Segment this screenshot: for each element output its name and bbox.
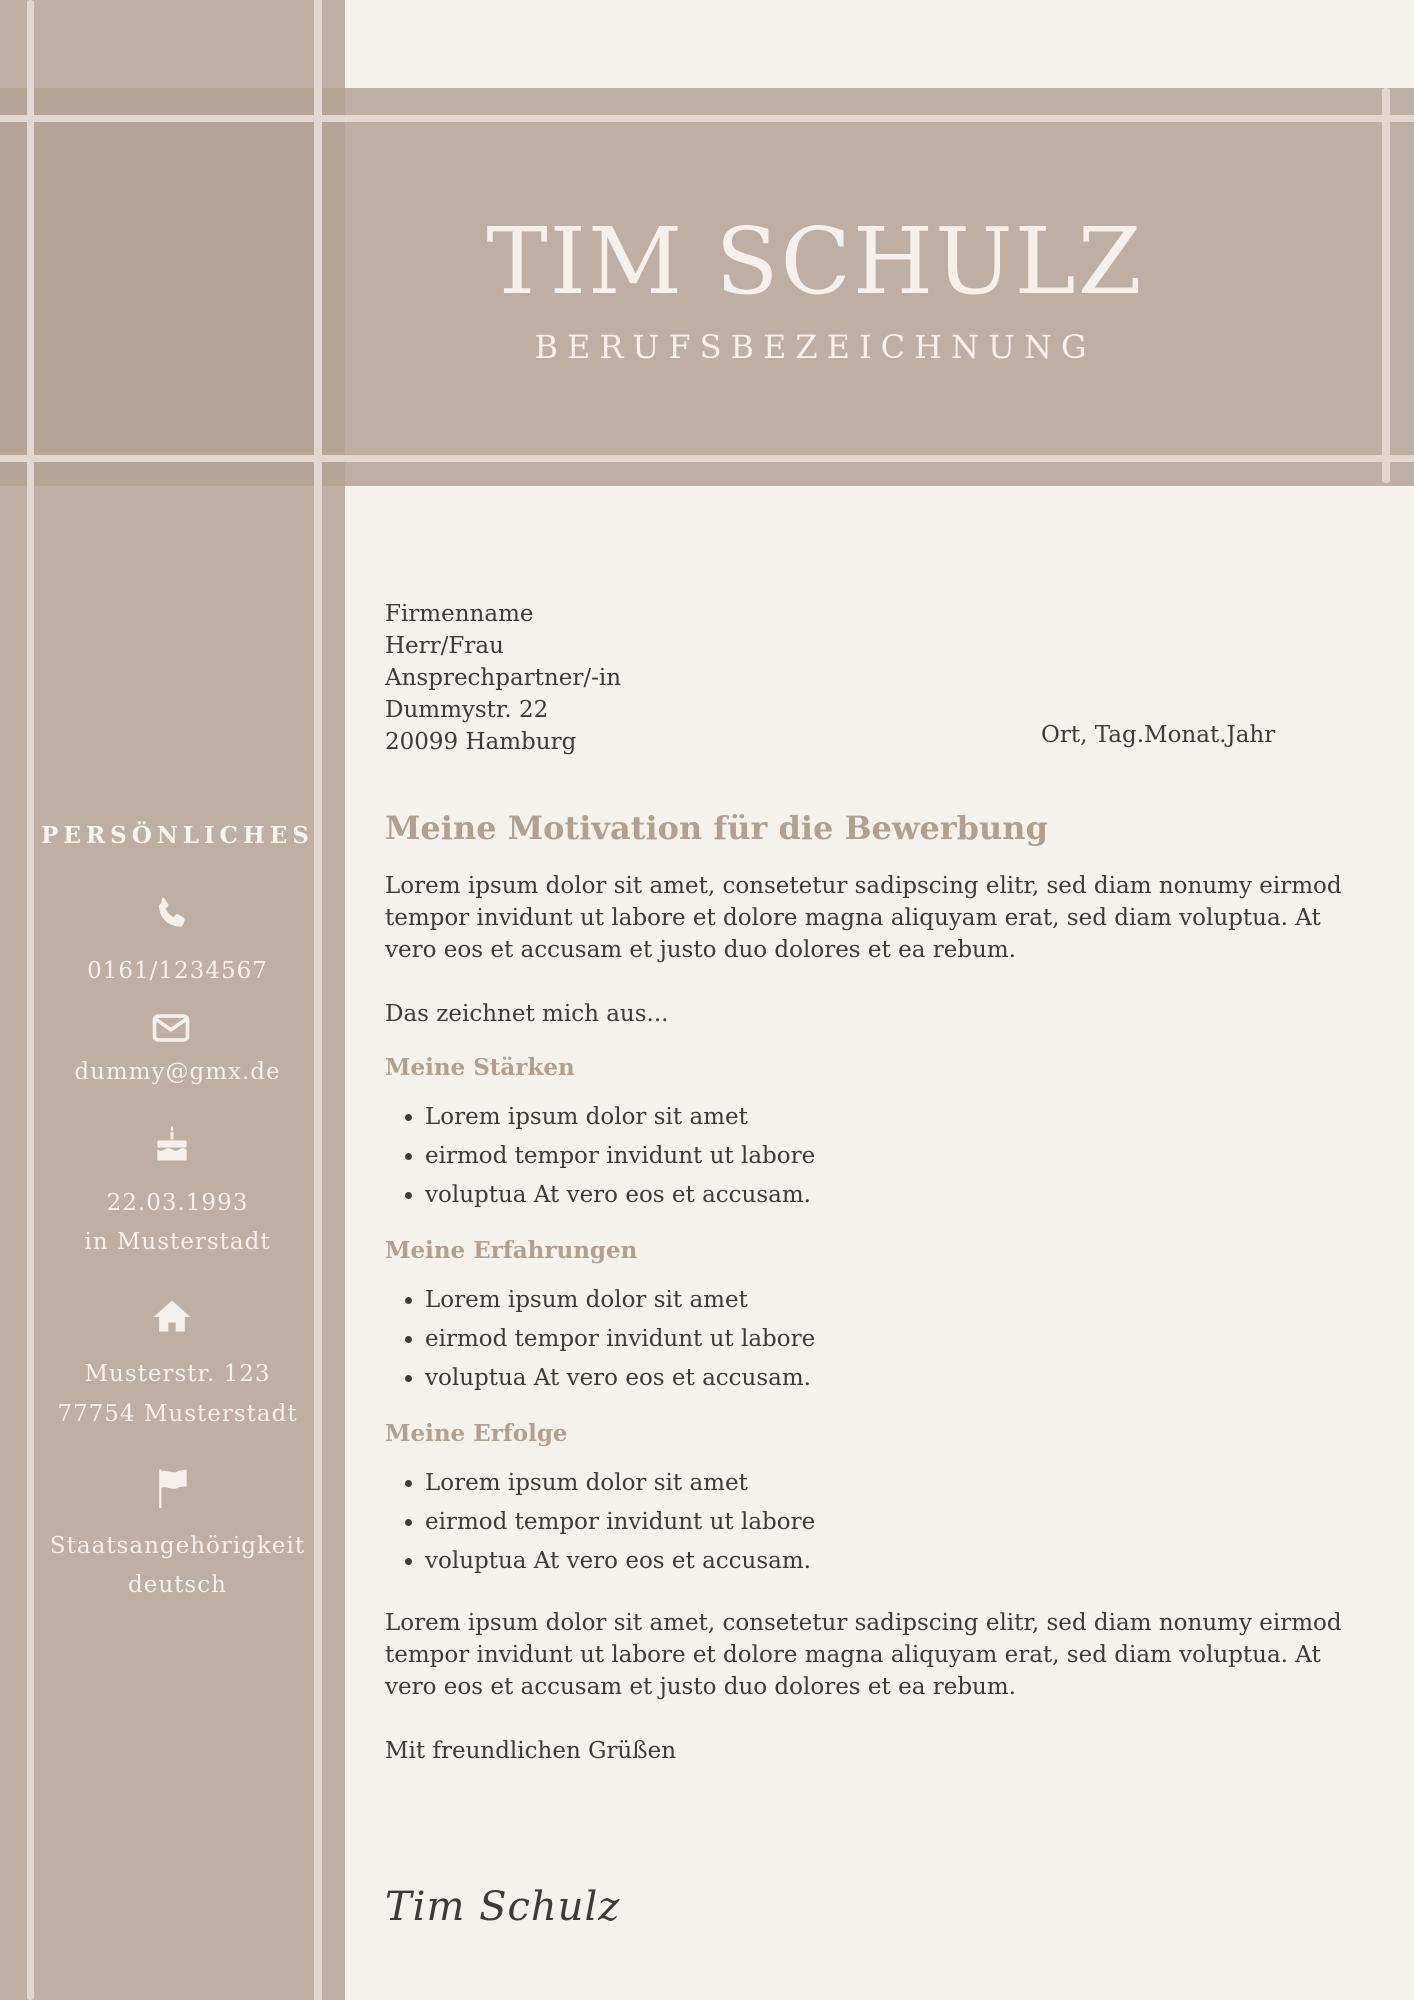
phone-number: 0161/1234567	[87, 958, 268, 984]
recipient-contact: Ansprechpartner/-in	[385, 665, 622, 691]
list-item: • voluptua At vero eos et accusam.	[425, 1359, 1345, 1398]
lead-text: Das zeichnet mich aus...	[385, 1001, 669, 1027]
phone-icon	[150, 892, 194, 936]
letter-heading: Meine Motivation für die Bewerbung	[385, 809, 1048, 847]
home-icon	[150, 1295, 194, 1339]
header-left-tint	[0, 88, 345, 486]
birthday-cake-icon	[150, 1122, 194, 1166]
frame-line-sidebar	[314, 0, 322, 2000]
job-title: BERUFSBEZEICHNUNG	[534, 328, 1096, 366]
nationality-label: Staatsangehörigkeit	[49, 1533, 306, 1559]
applicant-name: TIM SCHULZ	[486, 208, 1144, 315]
achievements-list	[385, 1464, 1345, 1581]
section-title-experience: Meine Erfahrungen	[385, 1237, 638, 1264]
closing-paragraph: Lorem ipsum dolor sit amet, consetetur sadipscing elitr, sed diam nonumy eirmod tempor invidunt ut labore et dolore magna aliquyam erat, sed diam voluptua. At vero eos et accusam et justo duo dolores et ea rebum.	[385, 1610, 1342, 1700]
mail-icon	[149, 1006, 193, 1050]
recipient-address	[385, 598, 621, 758]
frame-line-left	[27, 0, 34, 2000]
address-street: Musterstr. 123	[84, 1361, 271, 1387]
frame-line-top	[0, 115, 1414, 122]
nationality-value: deutsch	[128, 1572, 227, 1598]
personal-heading: PERSÖNLICHES	[41, 822, 314, 849]
recipient-street: Dummystr. 22	[385, 697, 549, 723]
recipient-salutation: Herr/Frau	[385, 633, 504, 659]
list-item: • eirmod tempor invidunt ut labore	[425, 1503, 1345, 1542]
greeting: Mit freundlichen Grüßen	[385, 1738, 677, 1764]
birth-date: 22.03.1993	[106, 1190, 249, 1216]
email-address: dummy@gmx.de	[74, 1059, 281, 1085]
intro-paragraph: Lorem ipsum dolor sit amet, consetetur sadipscing elitr, sed diam nonumy eirmod tempor invidunt ut labore et dolore magna aliquyam erat, sed diam voluptua. At vero eos et accusam et justo duo dolores et ea rebum.	[385, 873, 1342, 963]
recipient-company: Firmenname	[385, 601, 534, 627]
address-city: 77754 Musterstadt	[57, 1401, 298, 1427]
list-item: • Lorem ipsum dolor sit amet	[425, 1464, 1345, 1503]
frame-line-right	[1382, 88, 1390, 483]
list-item: • voluptua At vero eos et accusam.	[425, 1542, 1345, 1581]
letter-body	[385, 809, 1345, 1799]
signature: Tim Schulz	[385, 1884, 621, 1930]
section-title-strengths: Meine Stärken	[385, 1054, 575, 1081]
list-item: • eirmod tempor invidunt ut labore	[425, 1137, 1345, 1176]
birth-place: in Musterstadt	[84, 1229, 271, 1255]
list-item: • Lorem ipsum dolor sit amet	[425, 1281, 1345, 1320]
flag-icon	[150, 1466, 194, 1510]
strengths-list	[385, 1098, 1345, 1215]
letter-date: Ort, Tag.Monat.Jahr	[1041, 722, 1276, 748]
recipient-city: 20099 Hamburg	[385, 729, 577, 755]
list-item: • eirmod tempor invidunt ut labore	[425, 1320, 1345, 1359]
section-title-achievements: Meine Erfolge	[385, 1420, 568, 1447]
frame-line-bottom	[0, 455, 1414, 462]
experience-list	[385, 1281, 1345, 1398]
list-item: • Lorem ipsum dolor sit amet	[425, 1098, 1345, 1137]
list-item: • voluptua At vero eos et accusam.	[425, 1176, 1345, 1215]
